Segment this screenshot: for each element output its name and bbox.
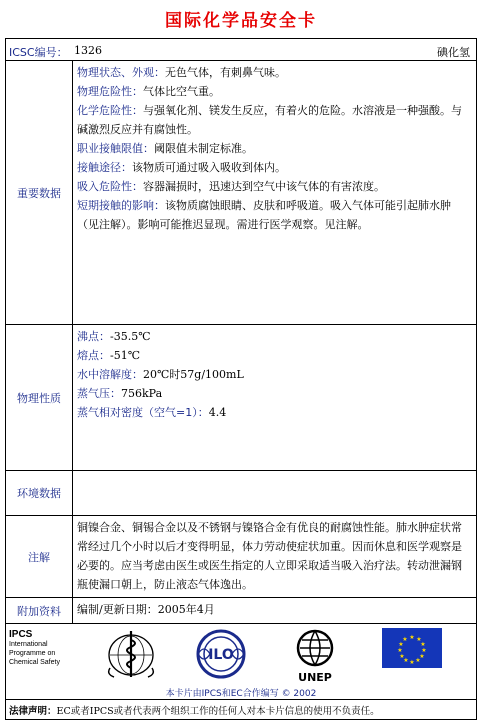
additional-info-label: 附加资料 xyxy=(6,598,73,623)
hazard-line: 接触途径：该物质可通过吸入吸收到体内。 xyxy=(77,161,286,174)
footer-logos xyxy=(6,624,476,700)
property-line: 蒸气相对密度（空气=1）：4.4 xyxy=(77,406,227,419)
svg-text:★: ★ xyxy=(403,657,409,664)
legal-label: 法律声明： xyxy=(9,706,57,717)
chemical-name: 碘化氢 xyxy=(437,46,470,59)
svg-text:ILO: ILO xyxy=(208,647,234,663)
hazard-line: 职业接触限值：阈限值未制定标准。 xyxy=(77,142,253,155)
environment-label: 环境数据 xyxy=(6,471,73,515)
svg-text:★: ★ xyxy=(415,657,421,664)
hazard-line: 化学危险性：与强氧化剂、镁发生反应，有着火的危险。水溶液是一种强酸。与碱激烈反应并有腐蚀性。 xyxy=(77,104,462,136)
svg-text:★: ★ xyxy=(421,647,427,654)
legal-text: EC或者IPCS或者代表两个组织工作的任何人对本卡片信息的使用不负责任。 xyxy=(56,706,380,717)
svg-text:★: ★ xyxy=(419,653,425,660)
physical-properties-content xyxy=(73,325,476,470)
environment-section xyxy=(6,471,476,516)
svg-text:★: ★ xyxy=(409,634,415,641)
hazard-line: 短期接触的影响：该物质腐蚀眼睛、皮肤和呼吸道。吸入气体可能引起肺水肿（见注解）。影响可能推迟显现。需进行医学观察。见注解。 xyxy=(77,199,451,231)
environment-content xyxy=(73,471,476,515)
physical-properties-section xyxy=(6,325,476,471)
svg-text:★: ★ xyxy=(398,641,404,648)
important-data-label: 重要数据 xyxy=(6,61,73,324)
icsc-number-label: ICSC编号： xyxy=(9,46,68,59)
legal-disclaimer xyxy=(6,700,476,720)
svg-text:★: ★ xyxy=(399,653,405,660)
who-emblem-icon xyxy=(106,628,156,680)
property-line: 水中溶解度：20℃时57g/100mL xyxy=(77,368,244,381)
additional-info-section xyxy=(6,598,476,624)
property-line: 熔点：-51℃ xyxy=(77,349,141,362)
icsc-card xyxy=(5,38,477,720)
svg-text:★: ★ xyxy=(397,647,403,654)
card-credit: 本卡片由IPCS和EC合作编写 © 2002 xyxy=(165,689,317,699)
notes-label: 注解 xyxy=(6,516,73,597)
hazard-line: 物理状态、外观：无色气体，有刺鼻气味。 xyxy=(77,66,286,79)
eu-flag-icon xyxy=(382,628,442,668)
important-data-content xyxy=(73,61,476,324)
svg-text:★: ★ xyxy=(402,636,408,643)
physical-properties-label: 物理性质 xyxy=(6,325,73,470)
unep-emblem-icon xyxy=(292,628,338,686)
notes-content: 铜镍合金、铜锡合金以及不锈钢与镍铬合金有优良的耐腐蚀性能。肺水肿症状常常经过几个小时以后才变得明显，体力劳动使症状加重。因而休息和医学观察是必要的。应当考虑由医生或医生指定的人立即采取适当吸入治疗法。转动泄漏钢瓶使漏口朝上，防止液态气体逸出。 xyxy=(77,521,462,591)
svg-text:UNEP: UNEP xyxy=(298,671,332,684)
svg-text:★: ★ xyxy=(409,659,415,666)
notes-section xyxy=(6,516,476,598)
important-data-section xyxy=(6,61,476,325)
card-header-row xyxy=(6,39,476,61)
hazard-line: 物理危险性：气体比空气重。 xyxy=(77,85,220,98)
page-title: 国际化学品安全卡 xyxy=(165,11,317,31)
ipcs-logo: IPCS International Programme on Chemical Safety xyxy=(9,629,60,666)
additional-info-content: 编制/更新日期：2005年4月 xyxy=(77,603,215,616)
ilo-emblem-icon xyxy=(195,628,247,680)
icsc-number-value: 1326 xyxy=(74,44,102,57)
svg-text:★: ★ xyxy=(420,641,426,648)
hazard-line: 吸入危险性：容器漏损时，迅速达到空气中该气体的有害浓度。 xyxy=(77,180,385,193)
property-line: 沸点：-35.5℃ xyxy=(77,330,151,343)
svg-text:★: ★ xyxy=(416,636,422,643)
property-line: 蒸气压：756kPa xyxy=(77,387,163,400)
